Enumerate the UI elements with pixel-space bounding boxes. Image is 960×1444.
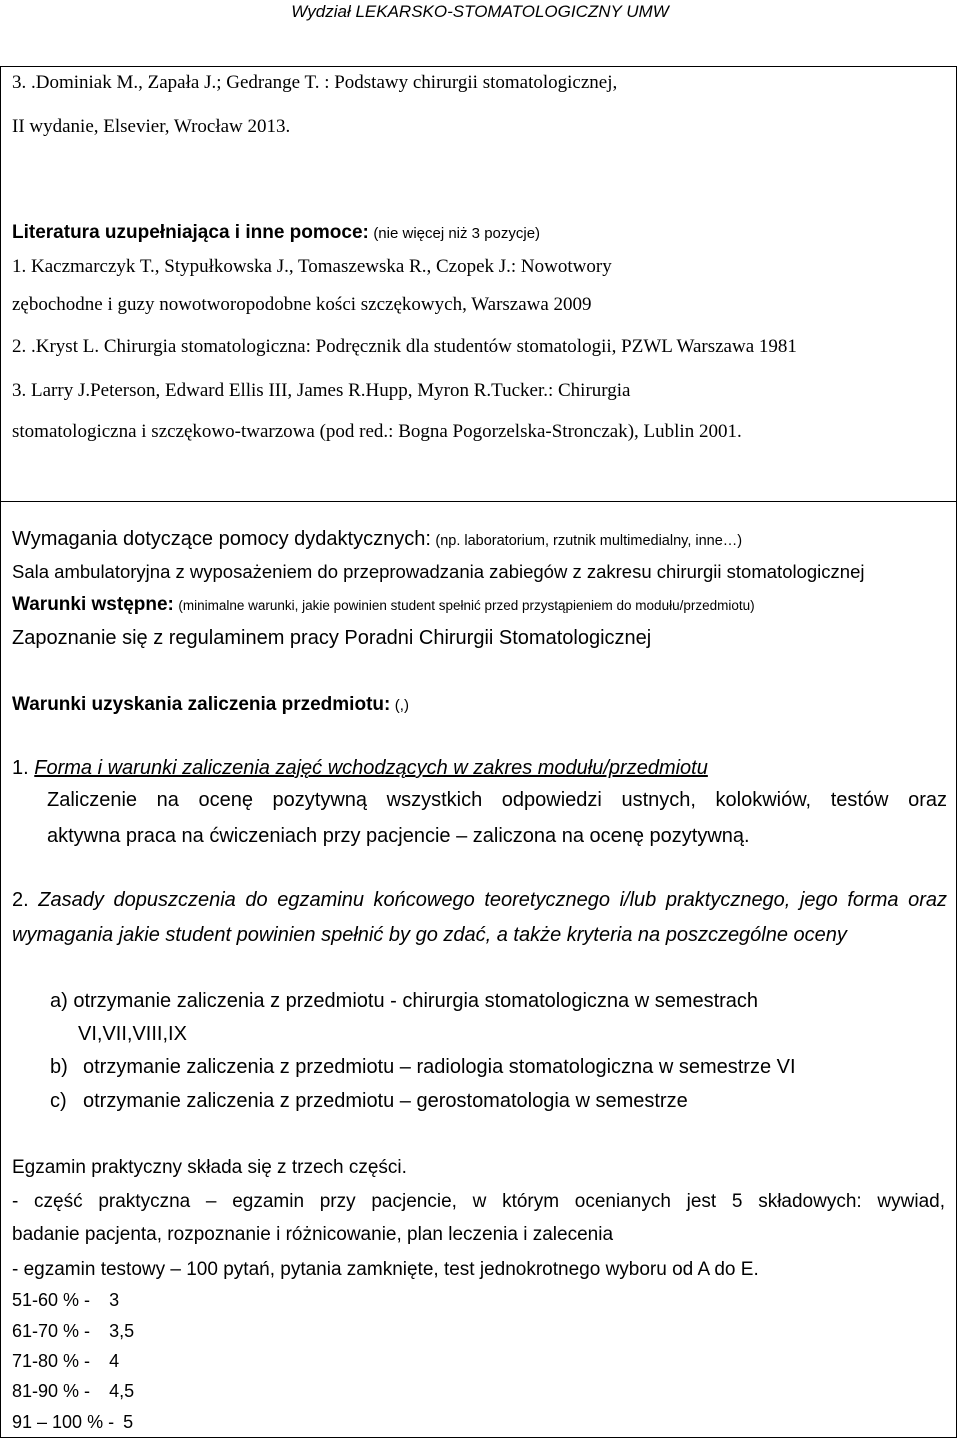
grade-row	[12, 1290, 119, 1311]
literature-extra-item-2: 2. .Kryst L. Chirurgia stomatologiczna: Podręcznik dla studentów stomatologii, PZWL Warszawa 1981	[12, 336, 797, 357]
literature-basic-item-3-line-2: II wydanie, Elsevier, Wrocław 2013.	[12, 116, 291, 137]
section-2-title-line-1: Zasady dopuszczenia do egzaminu końcowego teoretycznego i/lub praktycznego, jego forma oraz	[38, 889, 948, 911]
section-2-title-line-2: wymagania jakie student powinien spełnić by go zdać, a także kryteria na poszczególne oceny	[12, 924, 847, 946]
grade-row	[12, 1321, 134, 1342]
literature-extra-note: (nie więcej niż 3 pozycje)	[373, 225, 541, 242]
section-1-title: Forma i warunki zaliczenia zajęć wchodzących w zakres modułu/przedmiotu	[34, 757, 708, 779]
exam-practical-line-1-wrap	[12, 1191, 945, 1213]
literature-extra-item-3-line-1: 3. Larry J.Peterson, Edward Ellis III, James R.Hupp, Myron R.Tucker.: Chirurgia	[12, 380, 631, 401]
literature-extra-item-1-line-2: zębochodne i guzy nowotworopodobne kości szczękowych, Warszawa 2009	[12, 294, 592, 315]
grade-value: 4,5	[109, 1381, 135, 1401]
section-1-line-1-wrap	[47, 789, 947, 812]
didactic-value: Sala ambulatoryjna z wyposażeniem do przeprowadzania zabiegów z zakresu chirurgii stomatologicznej	[12, 561, 865, 582]
grade-row	[12, 1351, 119, 1372]
literature-extra-heading-row	[12, 222, 540, 244]
didactic-heading-row	[12, 528, 742, 551]
section-2-item-c-label: c)	[50, 1090, 67, 1112]
section-1-number: 1.	[12, 757, 29, 779]
exam-practical-line-2: badanie pacjenta, rozpoznanie i różnicowanie, plan leczenia i zalecenia	[12, 1224, 614, 1245]
grade-row	[12, 1412, 133, 1433]
exam-practical-line-1: - część praktyczna – egzamin przy pacjencie, w którym ocenianych jest 5 składowych: wywiad,	[12, 1191, 945, 1212]
grade-value: 3,5	[109, 1321, 135, 1341]
grade-range: 91 – 100 % -	[12, 1412, 115, 1432]
section-2-item-a-line-2: VI,VII,VIII,IX	[78, 1023, 187, 1045]
didactic-note: (np. laboratorium, rzutnik multimedialny, inne…)	[435, 533, 743, 549]
literature-extra-item-3-line-2: stomatologiczna i szczękowo-twarzowa (pod red.: Bogna Pogorzelska-Stronczak), Lublin 2001.	[12, 421, 742, 442]
grade-row	[12, 1381, 134, 1402]
grade-range: 71-80 % -	[12, 1351, 91, 1371]
grade-range: 51-60 % -	[12, 1290, 91, 1310]
credit-heading-row	[12, 694, 409, 716]
section-2-item-b-text: otrzymanie zaliczenia z przedmiotu – radiologia stomatologiczna w semestrze VI	[83, 1056, 796, 1078]
grade-value: 3	[109, 1290, 120, 1310]
section-1-heading	[12, 757, 708, 780]
section-2-item-a-line-1: a) otrzymanie zaliczenia z przedmiotu - chirurgia stomatologiczna w semestrach	[50, 990, 759, 1012]
prereq-value: Zapoznanie się z regulaminem pracy Poradni Chirurgii Stomatologicznej	[12, 627, 652, 649]
section-2-item-b-label: b)	[50, 1056, 68, 1078]
grade-value: 5	[123, 1412, 134, 1432]
page-header: Wydział LEKARSKO-STOMATOLOGICZNY UMW	[291, 2, 669, 21]
section-2-number: 2.	[12, 889, 29, 911]
section-2-heading-line-1	[12, 889, 947, 912]
section-2-heading-line-1-wrap	[12, 889, 947, 912]
literature-basic-item-3-line-1: 3. .Dominiak M., Zapała J.; Gedrange T. : Podstawy chirurgii stomatologicznej,	[12, 72, 618, 93]
section-2-item-c-text: otrzymanie zaliczenia z przedmiotu – gerostomatologia w semestrze	[83, 1090, 688, 1112]
section-1-line-1: Zaliczenie na ocenę pozytywną wszystkich odpowiedzi ustnych, kolokwiów, testów oraz	[47, 789, 947, 811]
grade-range: 81-90 % -	[12, 1381, 91, 1401]
section-1-line-2: aktywna praca na ćwiczeniach przy pacjencie – zaliczona na ocenę pozytywną.	[47, 825, 750, 847]
prereq-heading-row	[12, 594, 755, 616]
prereq-heading: Warunki wstępne:	[12, 594, 174, 615]
prereq-note: (minimalne warunki, jakie powinien student spełnić przed przystąpieniem do modułu/przedmiotu)	[178, 598, 755, 613]
grade-range: 61-70 % -	[12, 1321, 91, 1341]
exam-intro: Egzamin praktyczny składa się z trzech części.	[12, 1157, 407, 1178]
credit-note: (,)	[394, 697, 409, 714]
didactic-heading: Wymagania dotyczące pomocy dydaktycznych:	[12, 528, 431, 550]
credit-heading: Warunki uzyskania zaliczenia przedmiotu:	[12, 694, 391, 715]
literature-extra-heading: Literatura uzupełniająca i inne pomoce:	[12, 222, 369, 243]
grade-value: 4	[109, 1351, 120, 1371]
literature-extra-item-1-line-1: 1. Kaczmarczyk T., Stypułkowska J., Tomaszewska R., Czopek J.: Nowotwory	[12, 256, 612, 277]
exam-test: - egzamin testowy – 100 pytań, pytania zamknięte, test jednokrotnego wyboru od A do E.	[12, 1259, 759, 1280]
